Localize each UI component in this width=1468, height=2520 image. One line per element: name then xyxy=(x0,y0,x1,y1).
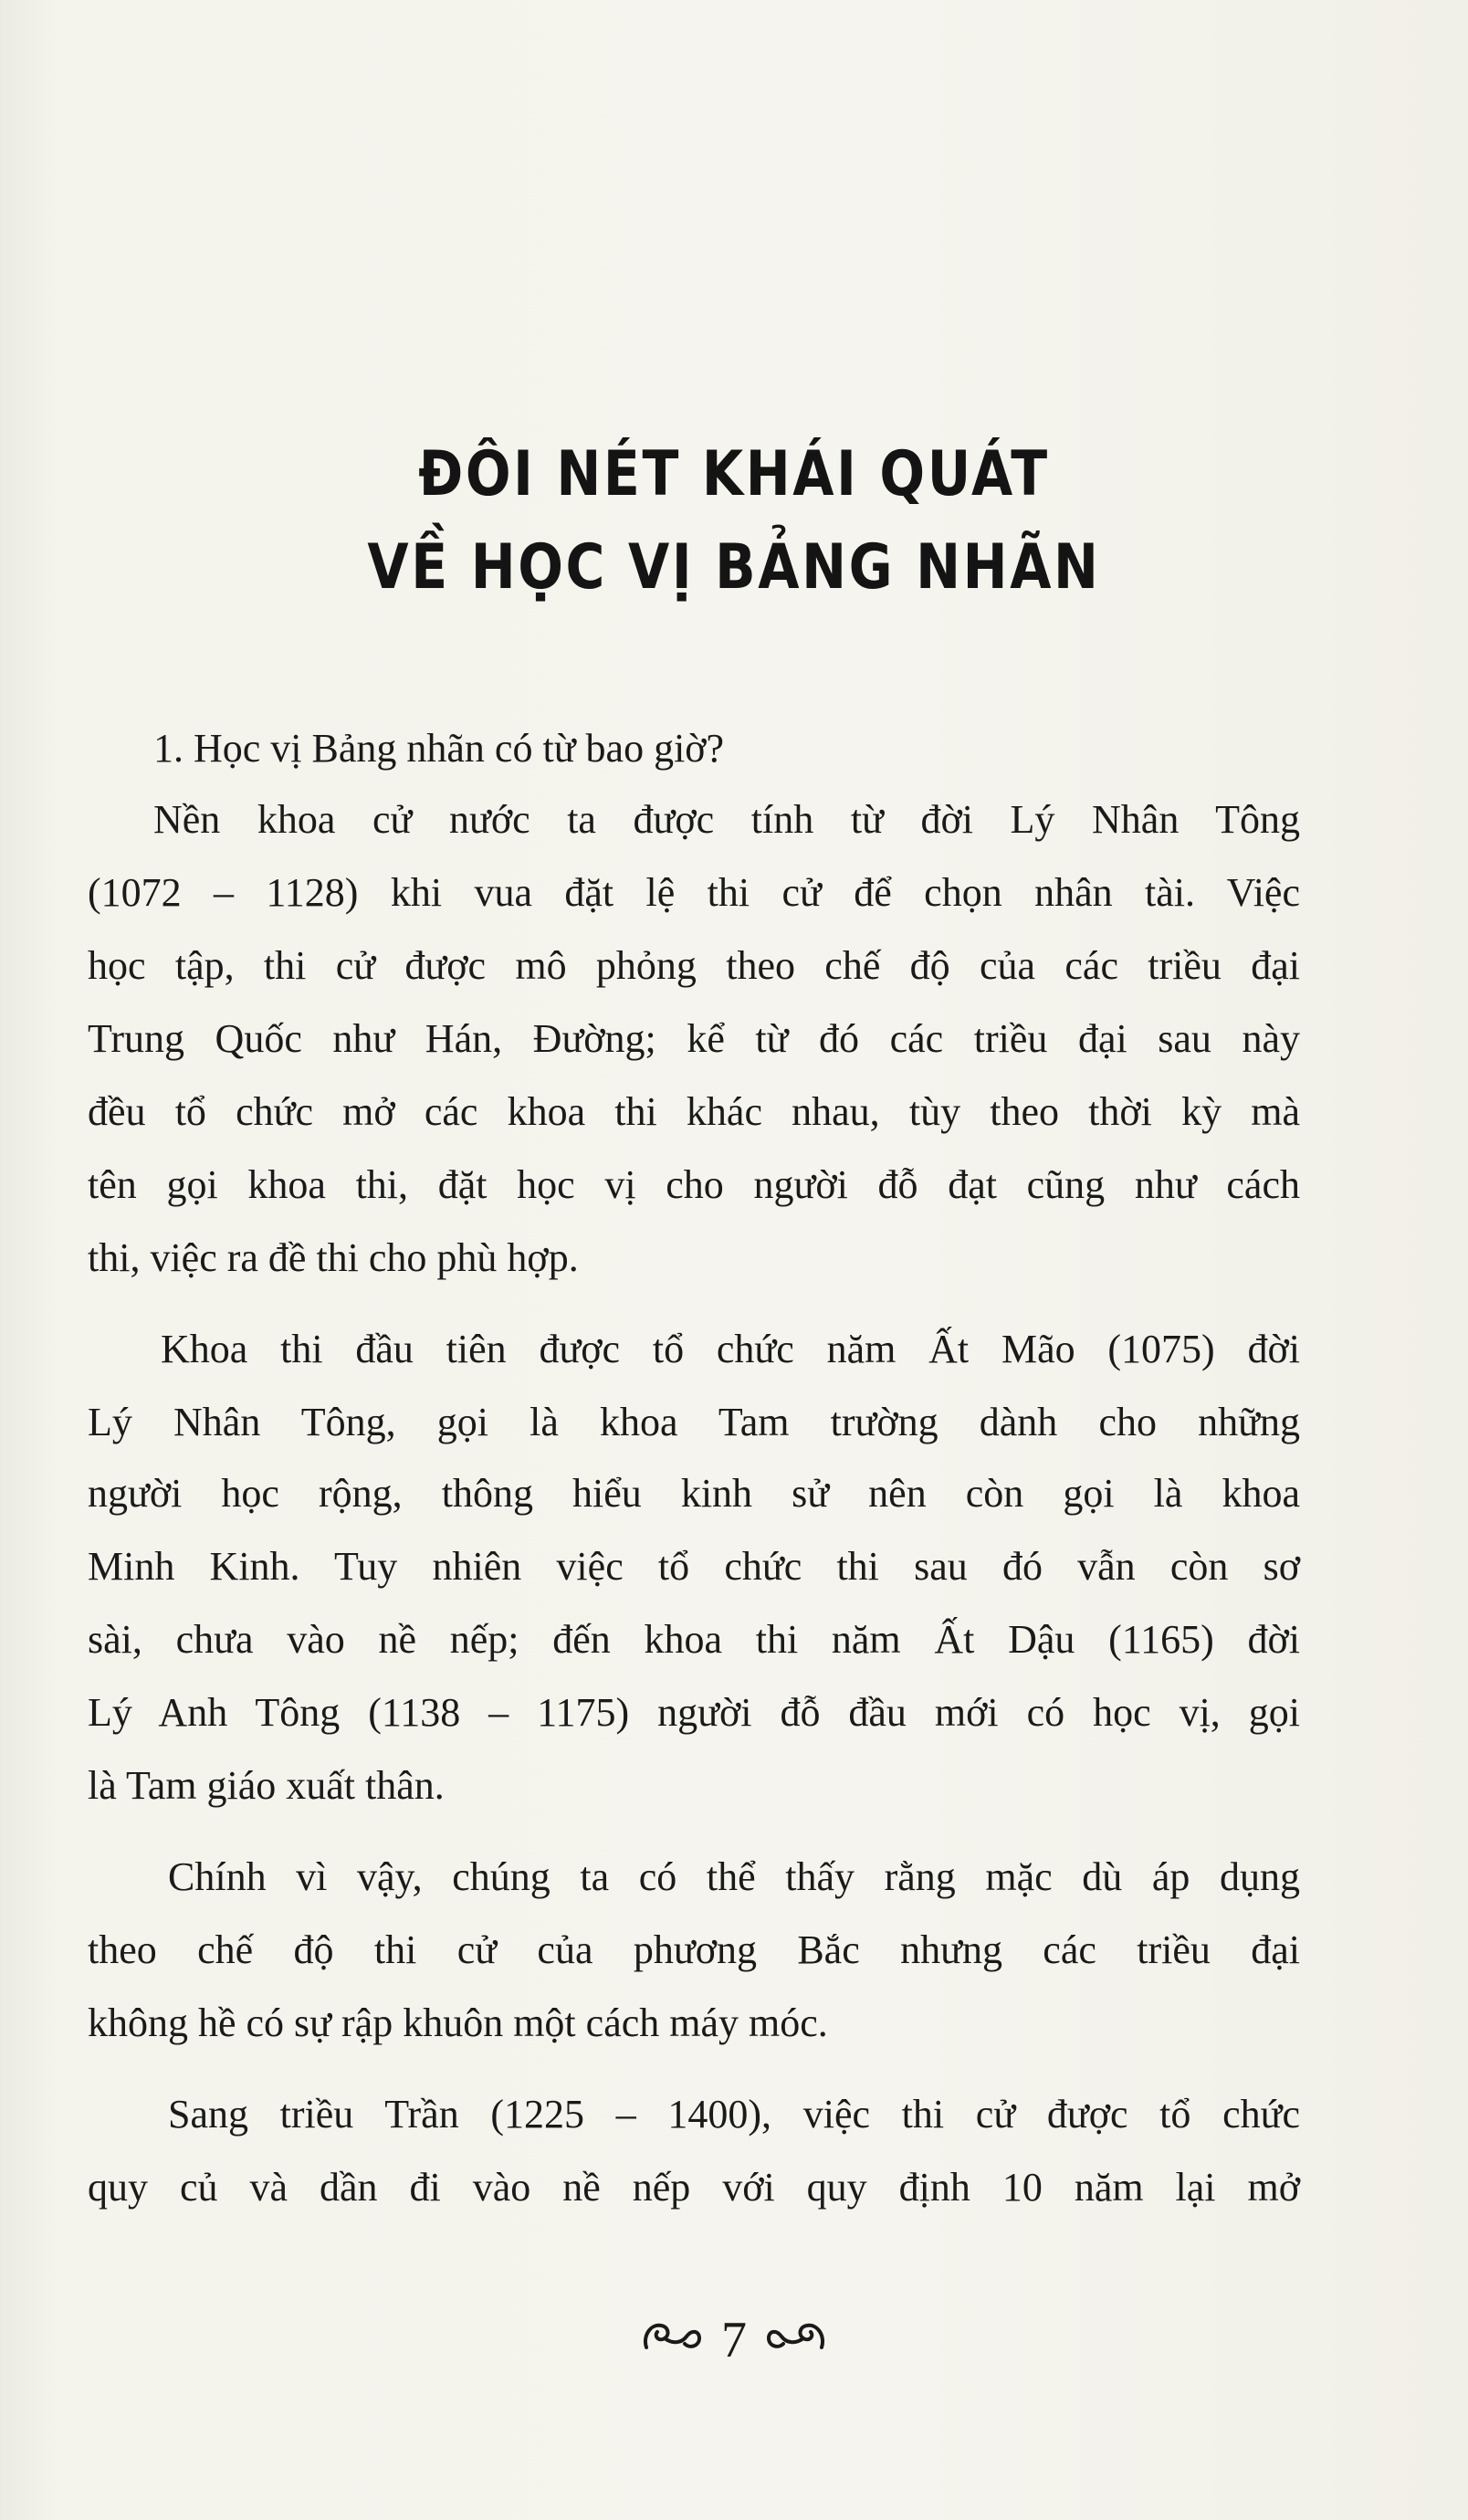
paragraph-1-line-1: Nền khoa cử nước ta được tính từ đời Lý Nhân Tông xyxy=(153,797,1300,842)
paragraph-2-line-5: sài, chưa vào nề nếp; đến khoa thi năm Ất Dậu (1165) đời xyxy=(88,1617,1300,1662)
paragraph-2-line-7: là Tam giáo xuất thân. xyxy=(88,1763,445,1808)
paragraph-2-line-1: Khoa thi đầu tiên được tổ chức năm Ất Mão (1075) đời xyxy=(161,1327,1300,1371)
paragraph-2-line-3: người học rộng, thông hiểu kinh sử nên còn gọi là khoa xyxy=(88,1471,1300,1516)
paragraph-2-line-2: Lý Nhân Tông, gọi là khoa Tam trường dành cho những xyxy=(88,1400,1300,1444)
paragraph-1-line-7: thi, việc ra đề thi cho phù hợp. xyxy=(88,1235,579,1280)
paragraph-1-line-3: học tập, thi cử được mô phỏng theo chế độ của các triều đại xyxy=(88,943,1300,988)
chapter-title-line-2: VỀ HỌC VỊ BẢNG NHÃN xyxy=(367,531,1101,604)
paragraph-3-line-2: theo chế độ thi cử của phương Bắc nhưng các triều đại xyxy=(88,1927,1300,1972)
paragraph-3-line-3: không hề có sự rập khuôn một cách máy móc. xyxy=(88,2000,828,2045)
paragraph-4-line-1: Sang triều Trần (1225 – 1400), việc thi cử được tổ chức xyxy=(168,2092,1300,2137)
left-ornament-icon xyxy=(641,2315,705,2366)
page-folio xyxy=(0,2310,1468,2369)
right-ornament-icon xyxy=(763,2315,827,2366)
chapter-title-line-1: ĐÔI NÉT KHÁI QUÁT xyxy=(418,438,1050,510)
page-number: 7 xyxy=(721,2312,747,2369)
paragraph-4-line-2: quy củ và dần đi vào nề nếp với quy định 10 năm lại mở xyxy=(88,2165,1300,2210)
paragraph-1-line-2: (1072 – 1128) khi vua đặt lệ thi cử để chọn nhân tài. Việc xyxy=(88,870,1300,915)
paragraph-1-line-5: đều tổ chức mở các khoa thi khác nhau, tùy theo thời kỳ mà xyxy=(88,1089,1300,1134)
paragraph-2-line-4: Minh Kinh. Tuy nhiên việc tổ chức thi sau đó vẫn còn sơ xyxy=(88,1544,1300,1589)
paragraph-3-line-1: Chính vì vậy, chúng ta có thể thấy rằng mặc dù áp dụng xyxy=(168,1854,1300,1899)
paragraph-1-line-4: Trung Quốc như Hán, Đường; kể từ đó các triều đại sau này xyxy=(88,1016,1300,1061)
paragraph-2-line-6: Lý Anh Tông (1138 – 1175) người đỗ đầu mới có học vị, gọi xyxy=(88,1690,1300,1735)
paragraph-1-line-6: tên gọi khoa thi, đặt học vị cho người đỗ đạt cũng như cách xyxy=(88,1162,1300,1207)
section-heading: 1. Học vị Bảng nhãn có từ bao giờ? xyxy=(153,726,725,771)
